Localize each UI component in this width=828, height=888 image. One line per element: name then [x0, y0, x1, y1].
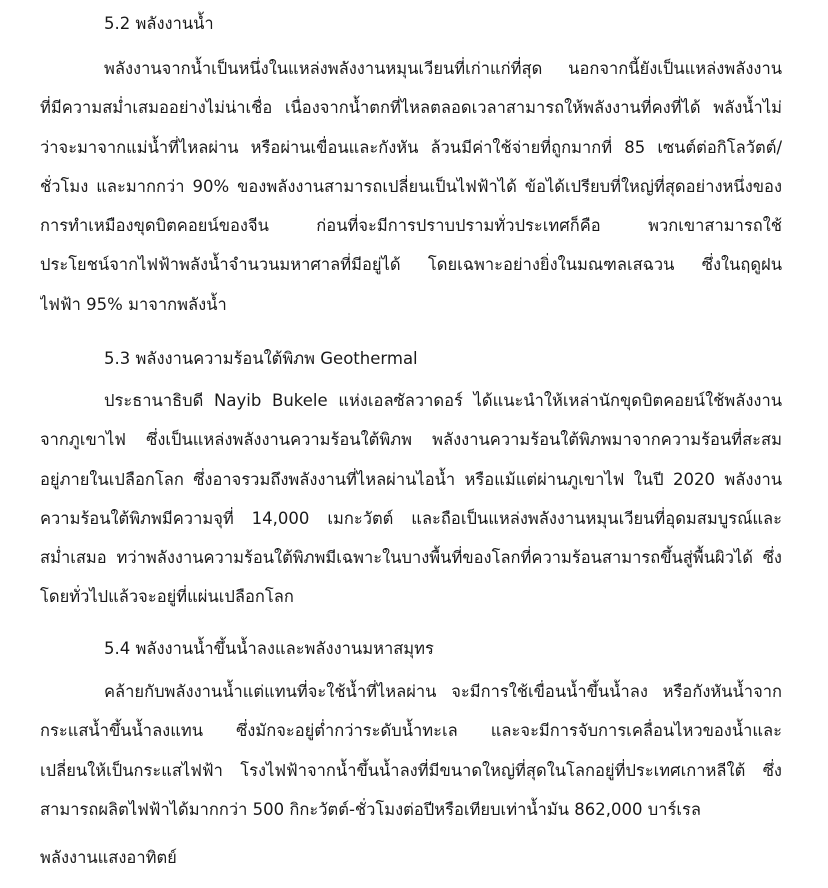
paragraph-line: โดยทั่วไปแล้วจะอยู่ที่แผ่นเปลือกโลก	[40, 587, 294, 607]
paragraph-hydro	[40, 49, 782, 324]
paragraph-line: คล้ายกับพลังงานน้ำแต่แทนที่จะใช้น้ำที่ไหลผ่าน จะมีการใช้เขื่อนน้ำขึ้นน้ำลง หรือกังหันน้ำจาก	[104, 682, 782, 701]
paragraph-line: สม่ำเสมอ ทว่าพลังงานความร้อนใต้พิภพมีเฉพาะในบางพื้นที่ของโลกที่ความร้อนสามารถขึ้นสู่พื้นผิวได้ ซึ่ง	[40, 548, 782, 568]
paragraph-line: จากภูเขาไฟ ซึ่งเป็นแหล่งพลังงานความร้อนใต้พิภพ พลังงานความร้อนใต้พิภพมาจากความร้อนที่สะสม	[40, 430, 782, 450]
paragraph-line: ความร้อนใต้พิภพมีความจุที่ 14,000 เมกะวัตต์ และถือเป็นแหล่งพลังงานหมุนเวียนที่อุดมสมบูรณ์และ	[40, 508, 782, 528]
paragraph-line: ว่าจะมาจากแม่น้ำที่ไหลผ่าน หรือผ่านเขื่อนและกังหัน ล้วนมีค่าใช้จ่ายที่ถูกมากที่ 85 เซนต์ต่อกิโลวัตต์/	[40, 137, 782, 157]
paragraph-line: ประธานาธิบดี Nayib Bukele แห่งเอลซัลวาดอร์ ได้แนะนำให้เหล่านักขุดบิตคอยน์ใช้พลังงาน	[104, 391, 782, 410]
paragraph-line: ประโยชน์จากไฟฟ้าพลังน้ำจำนวนมหาศาลที่มีอยู่ได้ โดยเฉพาะอย่างยิ่งในมณฑลเสฉวน ซึ่งในฤดูฝน	[40, 255, 782, 275]
paragraph-line: ชั่วโมง และมากกว่า 90% ของพลังงานสามารถเปลี่ยนเป็นไฟฟ้าได้ ข้อได้เปรียบที่ใหญ่ที่สุดอย่างหนึ่งของ	[40, 176, 782, 196]
trailing-heading-solar	[40, 838, 782, 877]
section-heading-tidal: 5.4 พลังงานน้ำขึ้นน้ำลงและพลังงานมหาสมุทร	[104, 639, 434, 658]
paragraph-line: ที่มีความสม่ำเสมออย่างไม่น่าเชื่อ เนื่องจากน้ำตกที่ไหลตลอดเวลาสามารถให้พลังงานที่คงที่ได้ พลังน้ำไม่	[40, 98, 782, 118]
paragraph-line: สามารถผลิตไฟฟ้าได้มากกว่า 500 กิกะวัตต์-ชั่วโมงต่อปีหรือเทียบเท่าน้ำมัน 862,000 บาร์เรล	[40, 799, 701, 819]
paragraph-line: ไฟฟ้า 95% มาจากพลังน้ำ	[40, 294, 227, 314]
paragraph-line: กระแสน้ำขึ้นน้ำลงแทน ซึ่งมักจะอยู่ต่ำกว่าระดับน้ำทะเล และจะมีการจับการเคลื่อนไหวของน้ำและ	[40, 721, 782, 741]
paragraph-line: การทำเหมืองขุดบิตคอยน์ของจีน ก่อนที่จะมีการปราบปรามทั่วประเทศก็คือ พวกเขาสามารถใช้	[40, 216, 782, 236]
section-heading-hydro: 5.2 พลังงานน้ำ	[104, 14, 214, 33]
paragraph-geothermal	[40, 381, 782, 617]
paragraph-tidal	[40, 672, 782, 829]
paragraph-line: พลังงานจากน้ำเป็นหนึ่งในแหล่งพลังงานหมุนเวียนที่เก่าแก่ที่สุด นอกจากนี้ยังเป็นแหล่งพลังงาน	[104, 59, 782, 78]
paragraph-line: เปลี่ยนให้เป็นกระแสไฟฟ้า โรงไฟฟ้าจากน้ำขึ้นน้ำลงที่มีขนาดใหญ่ที่สุดในโลกอยู่ที่ประเทศเกาหลีใต้ ซึ่ง	[40, 760, 782, 780]
section-heading-geothermal: 5.3 พลังงานความร้อนใต้พิภพ Geothermal	[104, 349, 418, 368]
paragraph-line: อยู่ภายในเปลือกโลก ซึ่งอาจรวมถึงพลังงานที่ไหลผ่านไอน้ำ หรือแม้แต่ผ่านภูเขาไฟ ในปี 2020 พลังงาน	[40, 469, 782, 489]
paragraph-line: พลังงานแสงอาทิตย์	[40, 848, 177, 867]
